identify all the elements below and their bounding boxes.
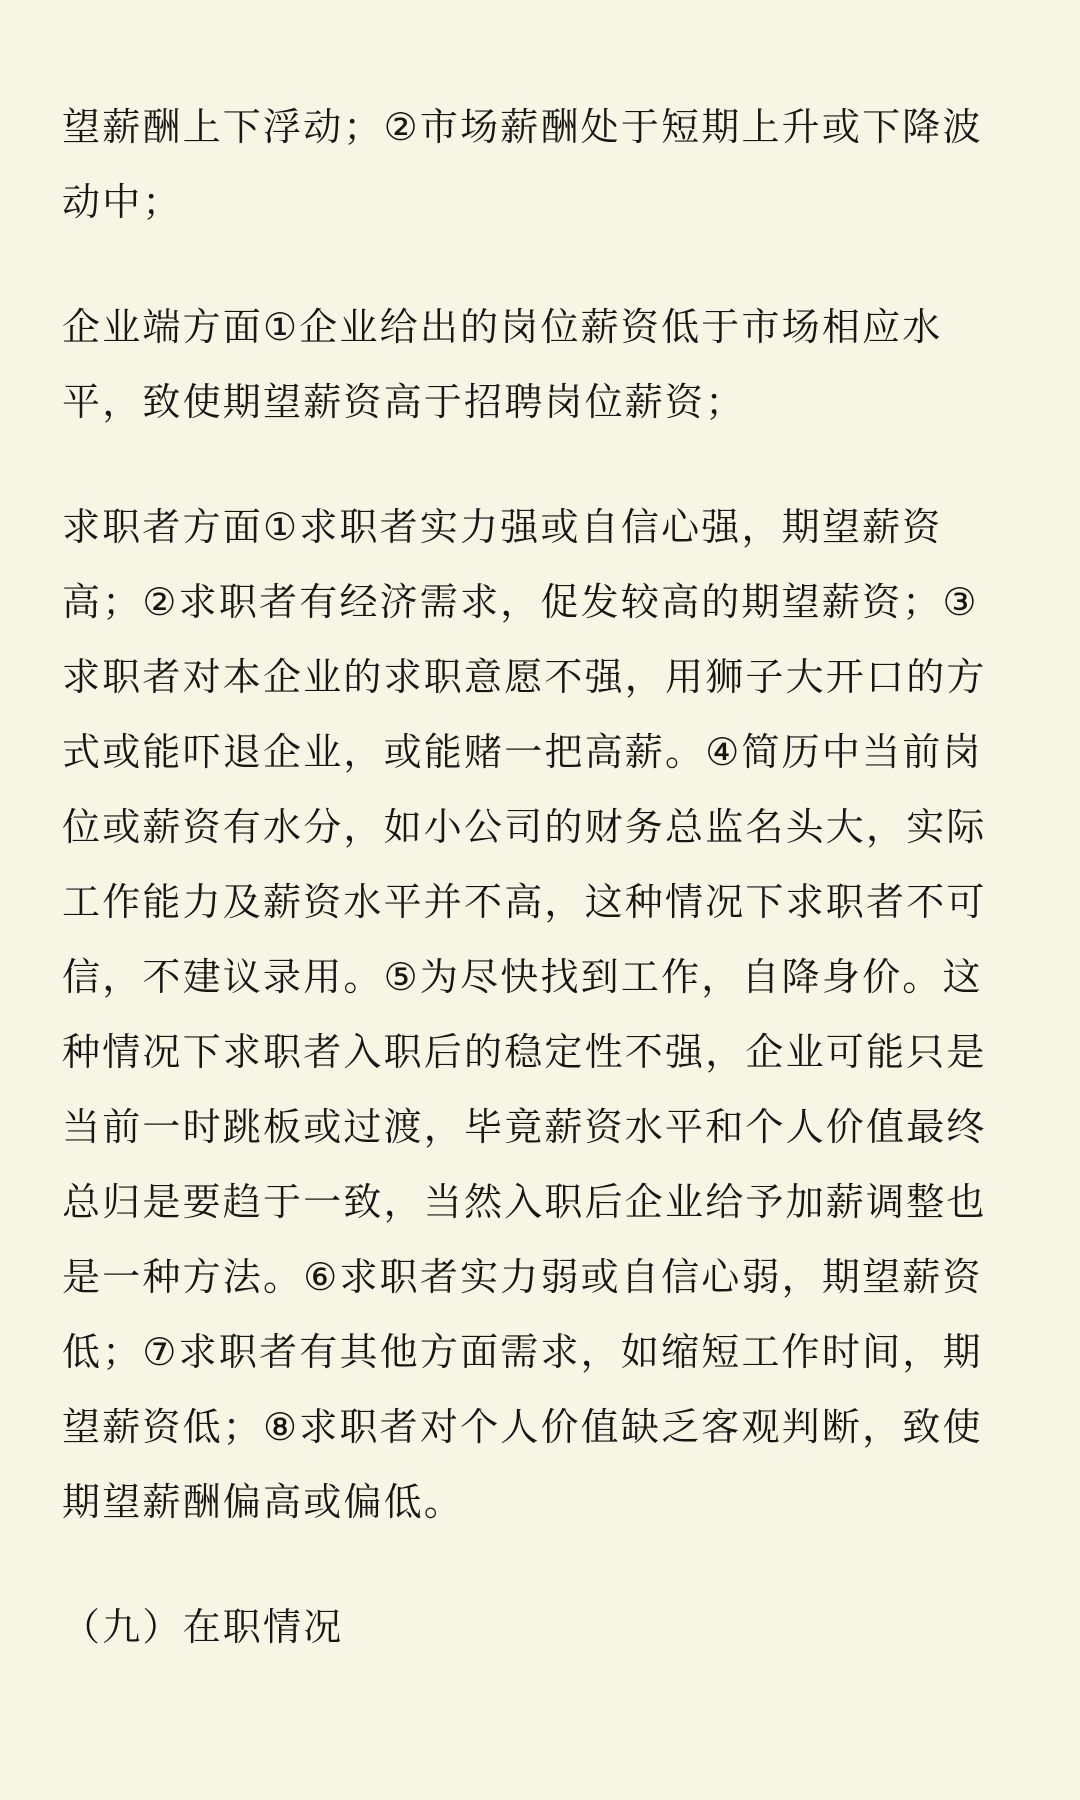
paragraph-spacer (62, 1540, 1018, 1590)
paragraph-market-factors: 望薪酬上下浮动；②市场薪酬处于短期上升或下降波动中； (62, 105, 983, 224)
paragraph-candidate-factors: 求职者方面①求职者实力强或自信心强，期望薪资高；②求职者有经济需求，促发较高的期望薪资；③求职者对本企业的求职意愿不强，用狮子大开口的方式或能吓退企业，或能赌一把高薪。④简历中当前岗位或薪资有水分，如小公司的财务总监名头大，实际工作能力及薪资水平并不高，这种情况下求职者不可信，不建议录用。⑤为尽快找到工作，自降身价。这种情况下求职者入职后的稳定性不强，企业可能只是当前一时跳板或过渡，毕竟薪资水平和个人价值最终总归是要趋于一致，当然入职后企业给予加薪调整也是一种方法。⑥求职者实力弱或自信心弱，期望薪资低；⑦求职者有其他方面需求，如缩短工作时间，期望薪资低；⑧求职者对个人价值缺乏客观判断，致使期望薪酬偏高或偏低。 (62, 505, 987, 1524)
paragraph-enterprise-factors: 企业端方面①企业给出的岗位薪资低于市场相应水平，致使期望薪资高于招聘岗位薪资； (62, 305, 943, 424)
paragraph-spacer (62, 440, 1018, 490)
paragraph-spacer (62, 240, 1018, 290)
section-heading: （九）在职情况 (62, 1605, 344, 1649)
